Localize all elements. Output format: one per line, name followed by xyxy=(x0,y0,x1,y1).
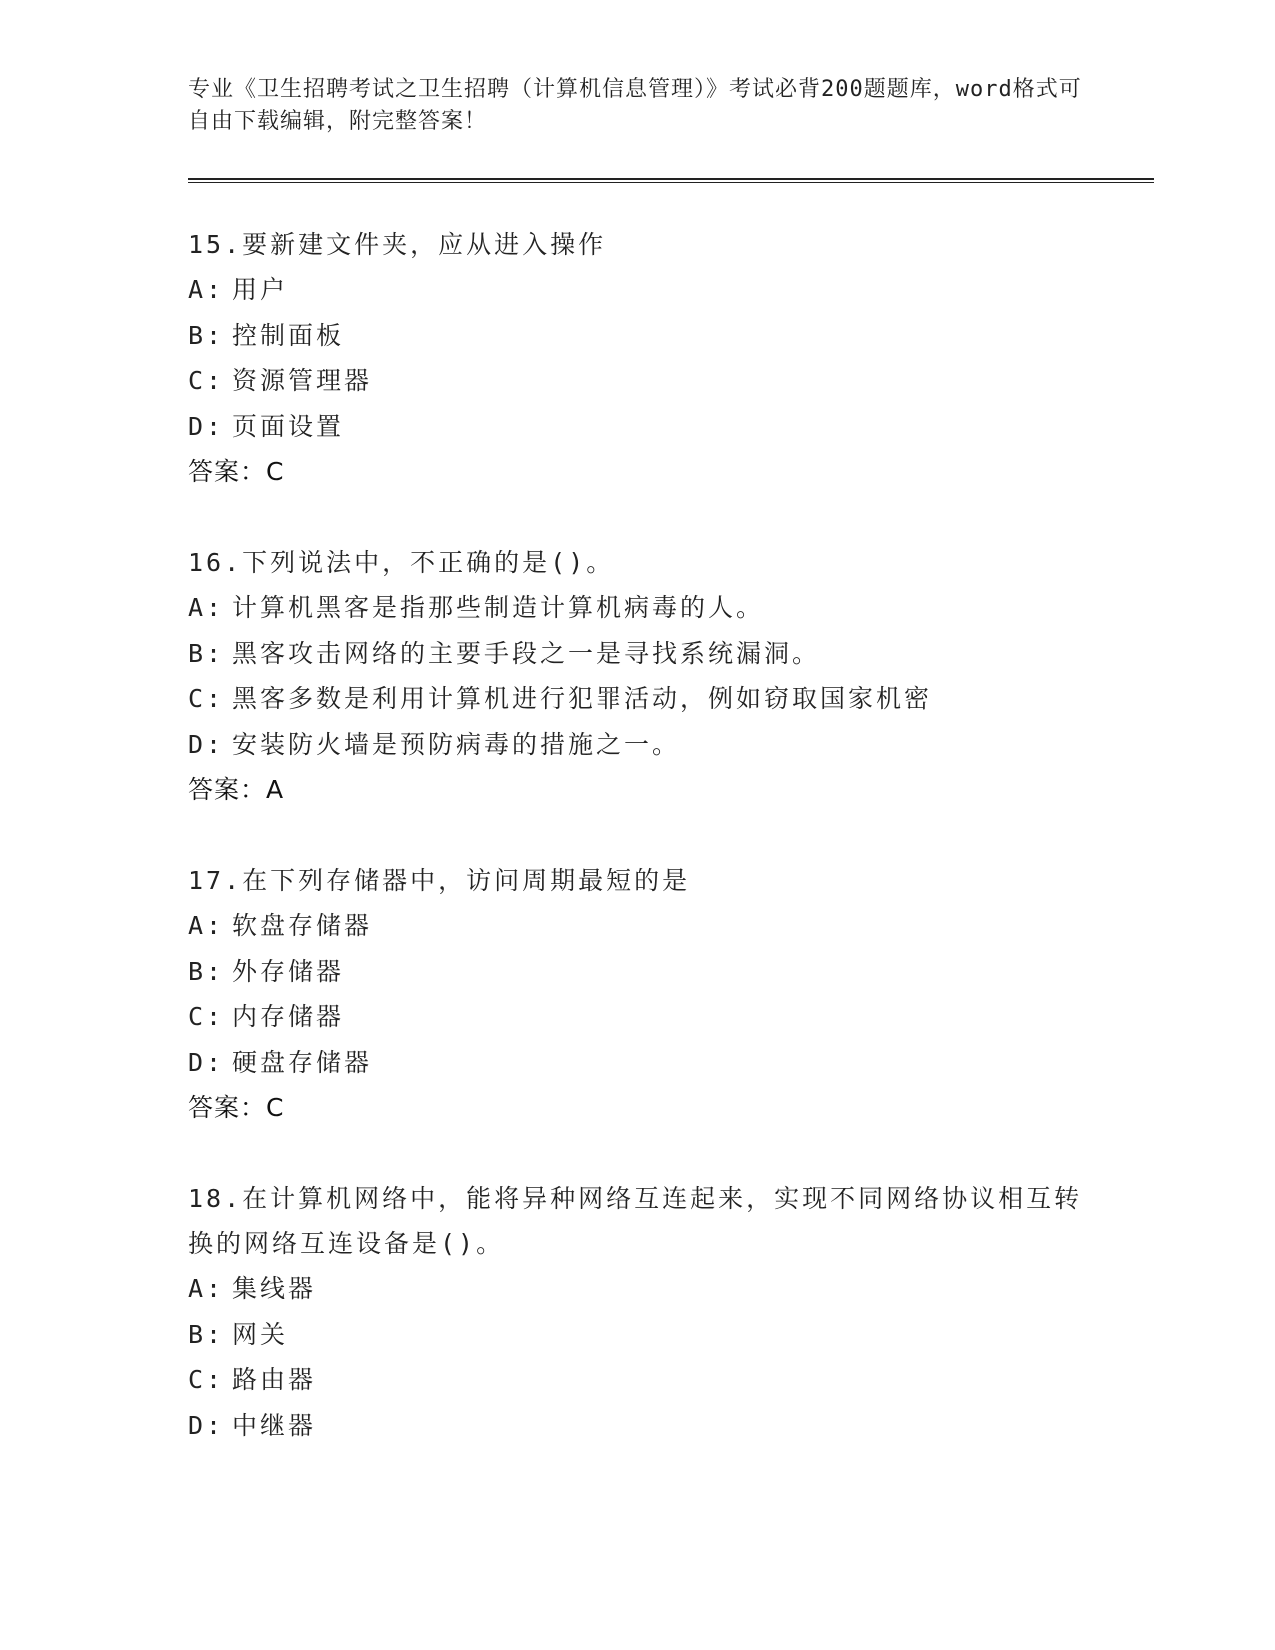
header-divider xyxy=(188,178,1154,183)
option-c xyxy=(188,994,1088,1040)
option-label: A: xyxy=(188,911,225,940)
option-a xyxy=(188,585,1088,631)
option-text: 内存储器 xyxy=(232,1002,345,1031)
option-text: 安装防火墙是预防病毒的措施之一。 xyxy=(232,729,681,759)
question-17 xyxy=(188,858,1088,1130)
option-text: 外存储器 xyxy=(232,956,345,986)
option-text: 网关 xyxy=(232,1319,289,1349)
option-text: 集线器 xyxy=(232,1274,317,1303)
option-label: C: xyxy=(188,1002,225,1031)
question-16 xyxy=(188,540,1088,812)
option-label: B: xyxy=(188,638,225,668)
option-text: 计算机黑客是指那些制造计算机病毒的人。 xyxy=(232,593,765,622)
option-label: D: xyxy=(188,1410,225,1440)
answer-line: 答案：A xyxy=(188,775,285,804)
question-18 xyxy=(188,1176,1088,1448)
option-b xyxy=(188,631,1088,677)
option-text: 控制面板 xyxy=(232,320,345,350)
option-label: A: xyxy=(188,275,225,304)
option-a xyxy=(188,267,1088,313)
question-stem: 17.在下列存储器中，访问周期最短的是 xyxy=(188,866,691,895)
option-label: D: xyxy=(188,1047,225,1077)
option-d xyxy=(188,404,1088,450)
option-a xyxy=(188,1266,1088,1312)
option-text: 黑客多数是利用计算机进行犯罪活动，例如窃取国家机密 xyxy=(232,684,933,713)
option-label: A: xyxy=(188,1274,225,1303)
option-text: 中继器 xyxy=(232,1410,317,1440)
question-15 xyxy=(188,222,1088,494)
option-text: 路由器 xyxy=(232,1365,317,1394)
answer-line: 答案：C xyxy=(188,457,285,486)
option-label: B: xyxy=(188,1319,225,1349)
option-a xyxy=(188,903,1088,949)
option-text: 页面设置 xyxy=(232,411,345,441)
document-header: 专业《卫生招聘考试之卫生招聘（计算机信息管理）》考试必背200题题库，word格式可自由下载编辑，附完整答案！ xyxy=(188,77,1082,134)
option-c xyxy=(188,358,1088,404)
answer-line: 答案：C xyxy=(188,1093,285,1122)
option-label: A: xyxy=(188,593,225,622)
question-stem: 18.在计算机网络中，能将异种网络互连起来，实现不同网络协议相互转换的网络互连设备是()。 xyxy=(188,1184,1083,1258)
option-text: 硬盘存储器 xyxy=(232,1047,373,1077)
option-c xyxy=(188,1357,1088,1403)
option-label: D: xyxy=(188,411,225,441)
option-b xyxy=(188,313,1088,359)
option-label: C: xyxy=(188,366,225,395)
question-stem: 15.要新建文件夹，应从进入操作 xyxy=(188,230,607,259)
option-label: B: xyxy=(188,956,225,986)
option-c xyxy=(188,676,1088,722)
option-text: 资源管理器 xyxy=(232,366,373,395)
option-b xyxy=(188,949,1088,995)
option-text: 用户 xyxy=(232,275,289,304)
option-text: 软盘存储器 xyxy=(232,911,373,940)
option-text: 黑客攻击网络的主要手段之一是寻找系统漏洞。 xyxy=(232,638,821,668)
option-label: C: xyxy=(188,1365,225,1394)
option-b xyxy=(188,1312,1088,1358)
option-label: D: xyxy=(188,729,225,759)
option-label: C: xyxy=(188,684,225,713)
option-d xyxy=(188,1040,1088,1086)
question-stem: 16.下列说法中，不正确的是()。 xyxy=(188,548,615,577)
option-d xyxy=(188,722,1088,768)
option-label: B: xyxy=(188,320,225,350)
option-d xyxy=(188,1403,1088,1449)
